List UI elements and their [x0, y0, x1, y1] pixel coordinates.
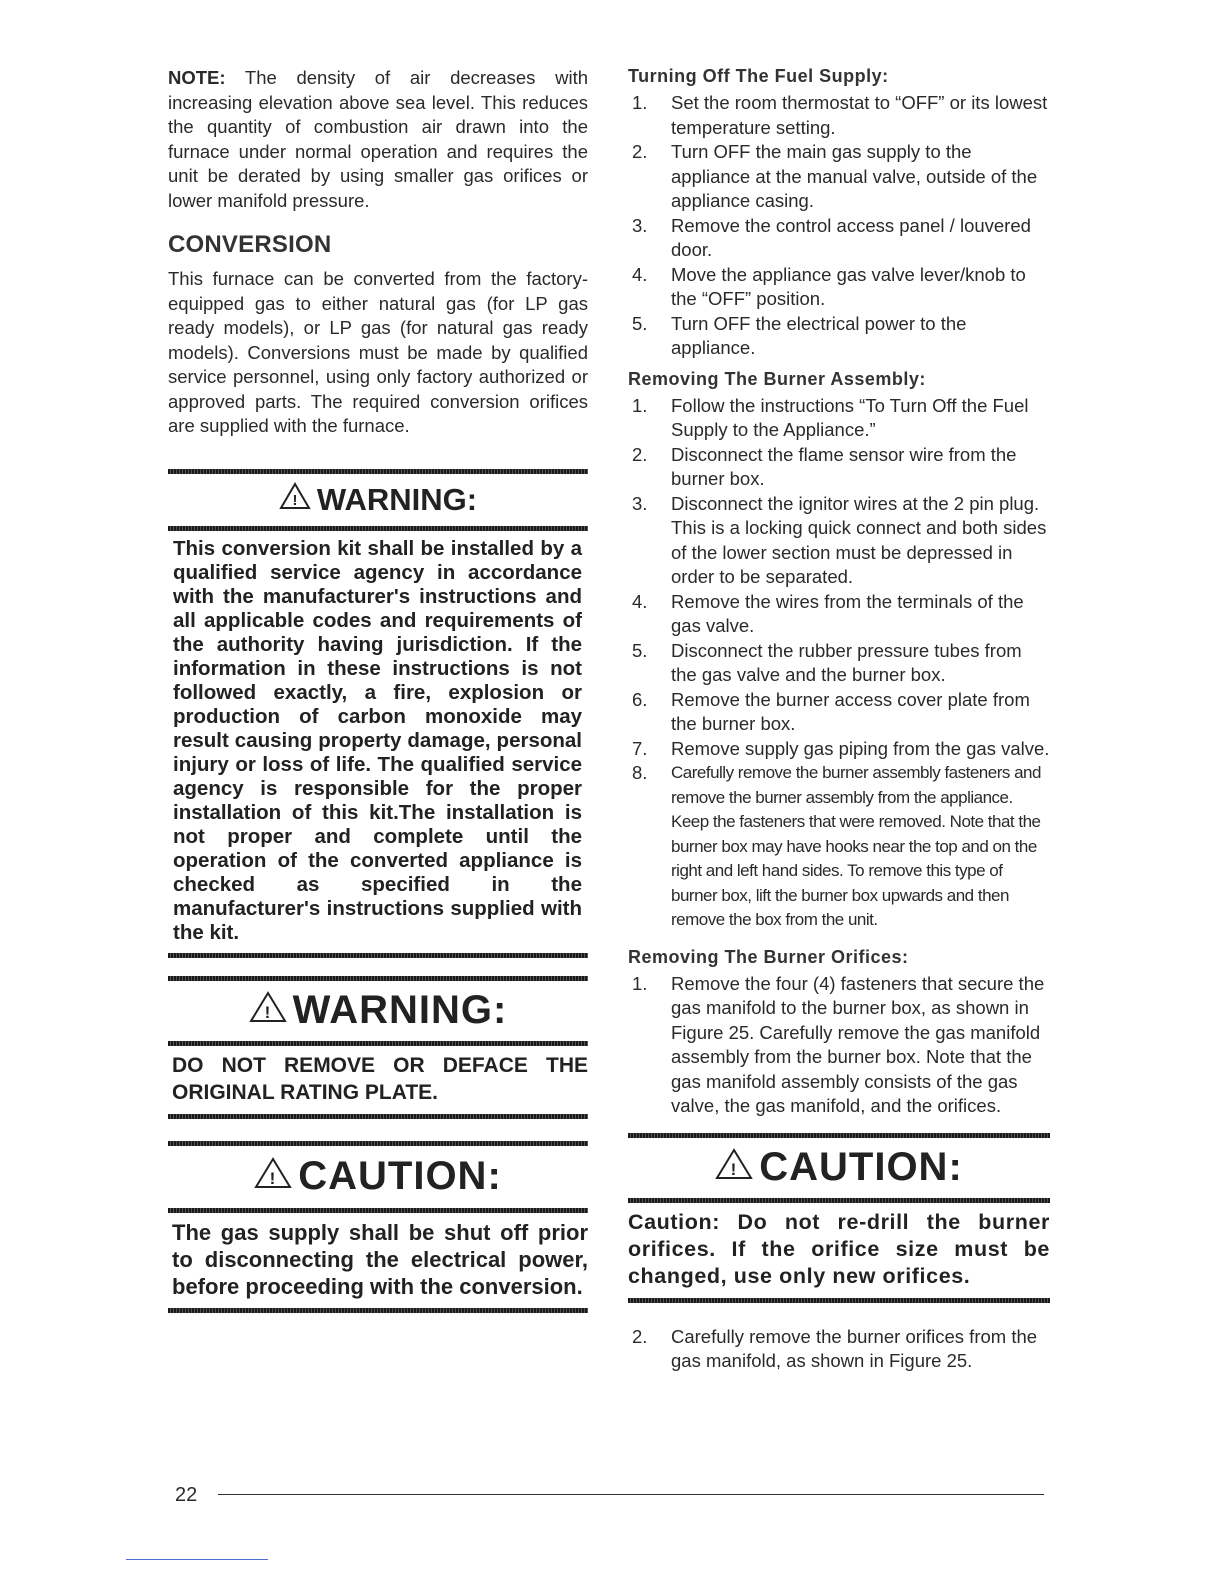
burner-orifices-steps-continued — [628, 1325, 1050, 1374]
caution-title-1: CAUTION: — [298, 1154, 502, 1198]
caution-box-2 — [628, 1133, 1050, 1303]
list-item: 1. Follow the instructions “To Turn Off the Fuel Supply to the Appliance.” — [632, 394, 1029, 440]
list-item: 4. Move the appliance gas valve lever/knob to the “OFF” position. — [632, 263, 1026, 309]
right-column — [628, 66, 1050, 1382]
divider — [168, 1208, 588, 1213]
list-item: 2. Turn OFF the main gas supply to the appliance at the manual valve, outside of the appliance casing. — [632, 141, 1038, 211]
divider — [168, 1308, 588, 1313]
list-item: 8. Carefully remove the burner assembly fasteners and remove the burner assembly from the appliance. Keep the fasteners that were removed. Note that the burner box may have hooks near the top and on the right and left hand sides. To remove this type of burner box, lift the burner box upwards and then remove the box from the unit. — [632, 762, 1041, 929]
page-number: 22 — [175, 1484, 198, 1506]
svg-text:!: ! — [730, 1160, 738, 1179]
conversion-heading: CONVERSION — [168, 231, 332, 258]
caution-title-2: CAUTION: — [759, 1145, 963, 1189]
warning-box-1 — [168, 469, 588, 958]
caution-box-1 — [168, 1141, 588, 1313]
caution-text-1: The gas supply shall be shut off prior to disconnecting the electrical power, before proceeding with the conversion. — [172, 1219, 588, 1299]
divider — [628, 1198, 1050, 1203]
list-item: 1. Remove the four (4) fasteners that secure the gas manifold to the burner box, as shown in Figure 25. Carefully remove the gas manifold assembly from the burner box. Note that the gas manifold assembly consists of the gas valve, the gas manifold, and the orifices. — [632, 972, 1045, 1116]
caution-heading-2 — [628, 1138, 1050, 1198]
divider — [168, 1114, 588, 1119]
list-item: 3. Remove the control access panel / louvered door. — [632, 214, 1031, 260]
warning-text-2: DO NOT REMOVE OR DEFACE THE ORIGINAL RATING PLATE. — [172, 1053, 588, 1104]
svg-text:!: ! — [269, 1169, 277, 1188]
warning-triangle-icon — [254, 1154, 292, 1199]
note-paragraph — [168, 66, 588, 213]
list-item: 5. Turn OFF the electrical power to the appliance. — [632, 312, 967, 358]
burner-assembly-steps — [628, 394, 1050, 933]
conversion-paragraph: This furnace can be converted from the factory-equipped gas to either natural gas (for LP gas ready models), or LP gas (for natural gas ready models). Conversions must be made by qualified service personnel, using only factory authorized or approved parts. The required conversion orifices are supplied with the furnace. — [168, 268, 588, 436]
list-item: 7. Remove supply gas piping from the gas valve. — [632, 737, 1050, 759]
divider — [168, 526, 588, 531]
note-label: NOTE: — [168, 67, 226, 88]
divider — [168, 1041, 588, 1046]
fuel-supply-heading: Turning Off The Fuel Supply: — [628, 66, 889, 86]
burner-orifices-steps — [628, 972, 1050, 1119]
svg-text:!: ! — [264, 1003, 272, 1022]
caution-text-2: Caution: Do not re-drill the burner orifices. If the orifice size must be changed, use only new orifices. — [628, 1209, 1050, 1288]
list-item: 4. Remove the wires from the terminals of the gas valve. — [632, 590, 1024, 636]
warning-heading-1 — [168, 474, 588, 526]
warning-heading-2 — [168, 981, 588, 1041]
divider — [168, 953, 588, 958]
warning-triangle-icon — [249, 988, 287, 1033]
list-item: 6. Remove the burner access cover plate from the burner box. — [632, 688, 1030, 734]
warning-title-2: WARNING: — [292, 988, 508, 1032]
left-column — [168, 66, 588, 1313]
footer-rule — [218, 1494, 1044, 1495]
warning-text-1: This conversion kit shall be installed by a qualified service agency in accordance with the manufacturer's instructions and all applicable codes and requirements of the authority having jurisdiction. If the information in these instructions is not followed exactly, a fire, explosion or production of carbon monoxide may result causing property damage, personal injury or loss of life. The qualified service agency is responsible for the proper installation of this kit.The installation is not proper and complete until the operation of the converted appliance is checked as specified in the manufacturer's instructions supplied with the kit. — [173, 536, 582, 944]
list-item: 1. Set the room thermostat to “OFF” or its lowest temperature setting. — [632, 92, 1048, 138]
list-item: 5. Disconnect the rubber pressure tubes from the gas valve and the burner box. — [632, 639, 1022, 685]
list-item: 2. Disconnect the flame sensor wire from the burner box. — [632, 443, 1017, 489]
list-item: 2. Carefully remove the burner orifices from the gas manifold, as shown in Figure 25. — [632, 1325, 1038, 1371]
warning-triangle-icon — [715, 1145, 753, 1190]
note-text: The density of air decreases with increasing elevation above sea level. This reduces the quantity of combustion air drawn into the furnace under normal operation and requires the unit be derated by using smaller gas orifices or lower manifold pressure. — [168, 67, 588, 211]
warning-triangle-icon — [279, 482, 311, 518]
warning-box-2 — [168, 976, 588, 1119]
svg-text:!: ! — [292, 491, 298, 509]
scan-artifact-line — [126, 1559, 268, 1560]
fuel-supply-steps — [628, 91, 1050, 361]
burner-orifices-heading: Removing The Burner Orifices: — [628, 946, 909, 967]
burner-assembly-heading: Removing The Burner Assembly: — [628, 368, 926, 389]
caution-heading-1 — [168, 1146, 588, 1208]
warning-title-1: WARNING: — [316, 481, 478, 517]
divider — [628, 1298, 1050, 1303]
list-item: 3. Disconnect the ignitor wires at the 2 pin plug. This is a locking quick connect and both sides of the lower section must be depressed in order to be separated. — [632, 492, 1047, 587]
